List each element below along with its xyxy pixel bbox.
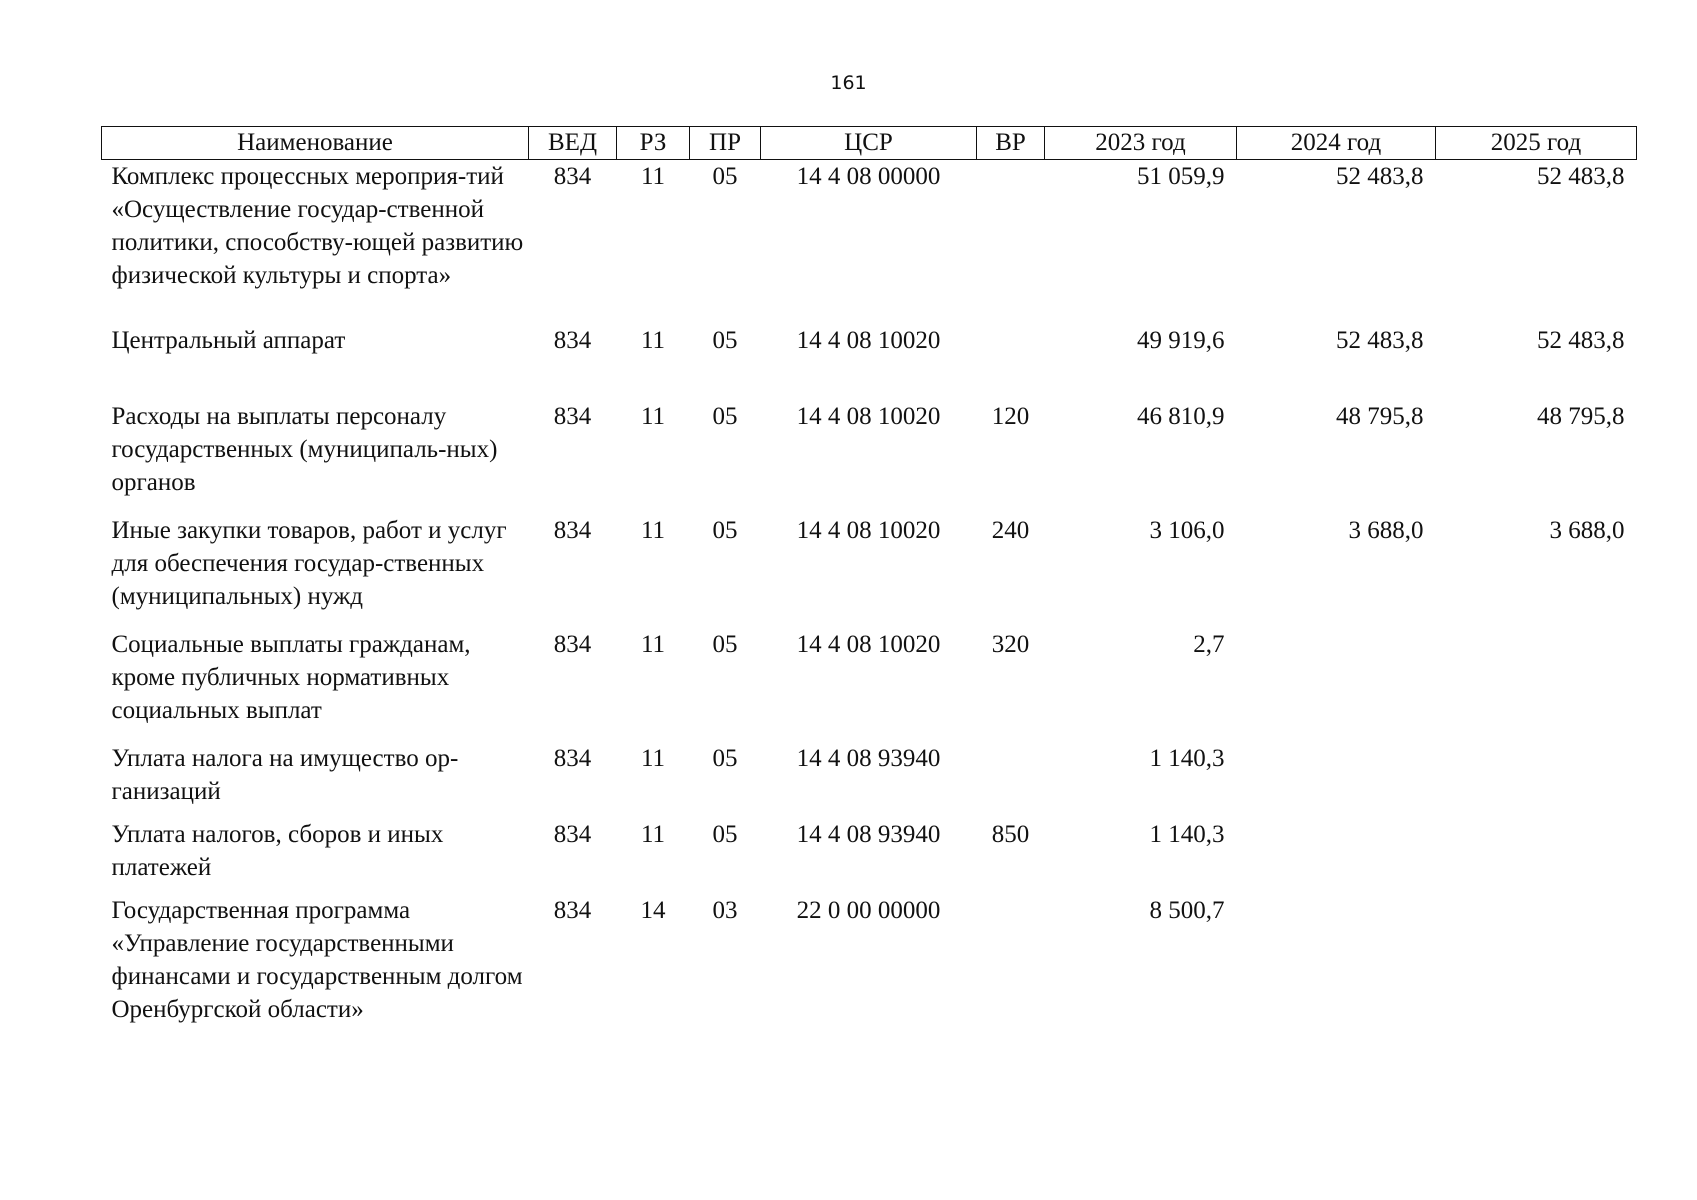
table-row [102,894,1637,1026]
cell-pr: 05 [712,631,738,658]
cell-name: Государственная программа «Управление государственными финансами и государственным долгом Оренбургской области» [111,897,523,1023]
header-2025: 2025 год [1436,127,1637,160]
cell-2023: 51 059,9 [1137,163,1225,190]
budget-table [101,126,1637,1026]
cell-pr: 03 [712,897,738,924]
cell-ved: 834 [553,821,592,848]
cell-vr: 120 [991,403,1030,430]
table-body [102,160,1637,1027]
cell-name: Комплекс процессных мероприя-тий «Осуществление государ-ственной политики, способству-ющей развитию физической культуры и спорта» [111,163,524,289]
cell-ved: 834 [553,631,592,658]
cell-csr: 14 4 08 10020 [796,517,941,544]
cell-csr: 14 4 08 93940 [796,745,941,772]
cell-ved: 834 [553,745,592,772]
cell-csr: 14 4 08 10020 [796,631,941,658]
cell-2025 [1436,742,1637,818]
cell-2023: 2,7 [1193,631,1225,658]
cell-name: Центральный аппарат [111,327,346,354]
cell-name: Иные закупки товаров, работ и услуг для обеспечения государ-ственных (муниципальных) нужд [111,517,507,610]
cell-vr: 850 [991,821,1030,848]
cell-2025 [1436,894,1637,1026]
cell-ved: 834 [553,163,592,190]
header-csr: ЦСР [761,127,977,160]
cell-name: Уплата налога на имущество ор-ганизаций [111,745,459,805]
cell-rz: 11 [640,745,666,772]
header-name: Наименование [102,127,529,160]
table-row [102,160,1637,325]
cell-2025 [1436,818,1637,894]
cell-pr: 05 [712,163,738,190]
cell-rz: 11 [640,631,666,658]
cell-ved: 834 [553,897,592,924]
header-row [102,127,1637,160]
cell-vr [977,894,1045,1026]
table-row [102,628,1637,742]
cell-rz: 11 [640,517,666,544]
cell-pr: 05 [712,821,738,848]
cell-ved: 834 [553,403,592,430]
cell-2025: 3 688,0 [1549,517,1625,544]
cell-rz: 14 [640,897,666,924]
header-2023: 2023 год [1045,127,1237,160]
cell-pr: 05 [712,403,738,430]
cell-pr: 05 [712,327,738,354]
table-row [102,400,1637,514]
cell-2024 [1237,742,1436,818]
cell-2024: 52 483,8 [1336,163,1424,190]
cell-pr: 05 [712,745,738,772]
cell-2025: 52 483,8 [1537,327,1625,354]
cell-2023: 1 140,3 [1149,745,1225,772]
cell-2024 [1237,818,1436,894]
table-row [102,324,1637,400]
table-row [102,742,1637,818]
table-header [102,127,1637,160]
cell-vr [977,160,1045,325]
cell-2023: 49 919,6 [1137,327,1225,354]
cell-csr: 14 4 08 10020 [796,403,941,430]
cell-vr: 320 [991,631,1030,658]
header-2024: 2024 год [1237,127,1436,160]
cell-2023: 46 810,9 [1137,403,1225,430]
cell-2024: 52 483,8 [1336,327,1424,354]
cell-2023: 1 140,3 [1149,821,1225,848]
cell-rz: 11 [640,821,666,848]
cell-rz: 11 [640,403,666,430]
cell-vr: 240 [991,517,1030,544]
cell-vr [977,324,1045,400]
header-ved: ВЕД [529,127,617,160]
cell-rz: 11 [640,163,666,190]
table-row [102,514,1637,628]
cell-name: Расходы на выплаты персоналу государственных (муниципаль-ных) органов [111,403,498,496]
cell-2025 [1436,628,1637,742]
cell-pr: 05 [712,517,738,544]
header-vr: ВР [977,127,1045,160]
cell-2023: 8 500,7 [1149,897,1225,924]
header-pr: ПР [690,127,761,160]
table-row [102,818,1637,894]
cell-2024 [1237,628,1436,742]
cell-csr: 22 0 00 00000 [796,897,941,924]
cell-2025: 52 483,8 [1537,163,1625,190]
cell-rz: 11 [640,327,666,354]
cell-csr: 14 4 08 93940 [796,821,941,848]
cell-name: Уплата налогов, сборов и иных платежей [111,821,444,881]
header-rz: РЗ [617,127,690,160]
cell-ved: 834 [553,517,592,544]
cell-2024 [1237,894,1436,1026]
cell-name: Социальные выплаты гражданам, кроме публичных нормативных социальных выплат [111,631,471,724]
cell-2025: 48 795,8 [1537,403,1625,430]
cell-2023: 3 106,0 [1149,517,1225,544]
cell-2024: 48 795,8 [1336,403,1424,430]
cell-ved: 834 [553,327,592,354]
cell-2024: 3 688,0 [1348,517,1424,544]
cell-vr [977,742,1045,818]
page-number: 161 [830,72,867,94]
cell-csr: 14 4 08 10020 [796,327,941,354]
cell-csr: 14 4 08 00000 [796,163,941,190]
